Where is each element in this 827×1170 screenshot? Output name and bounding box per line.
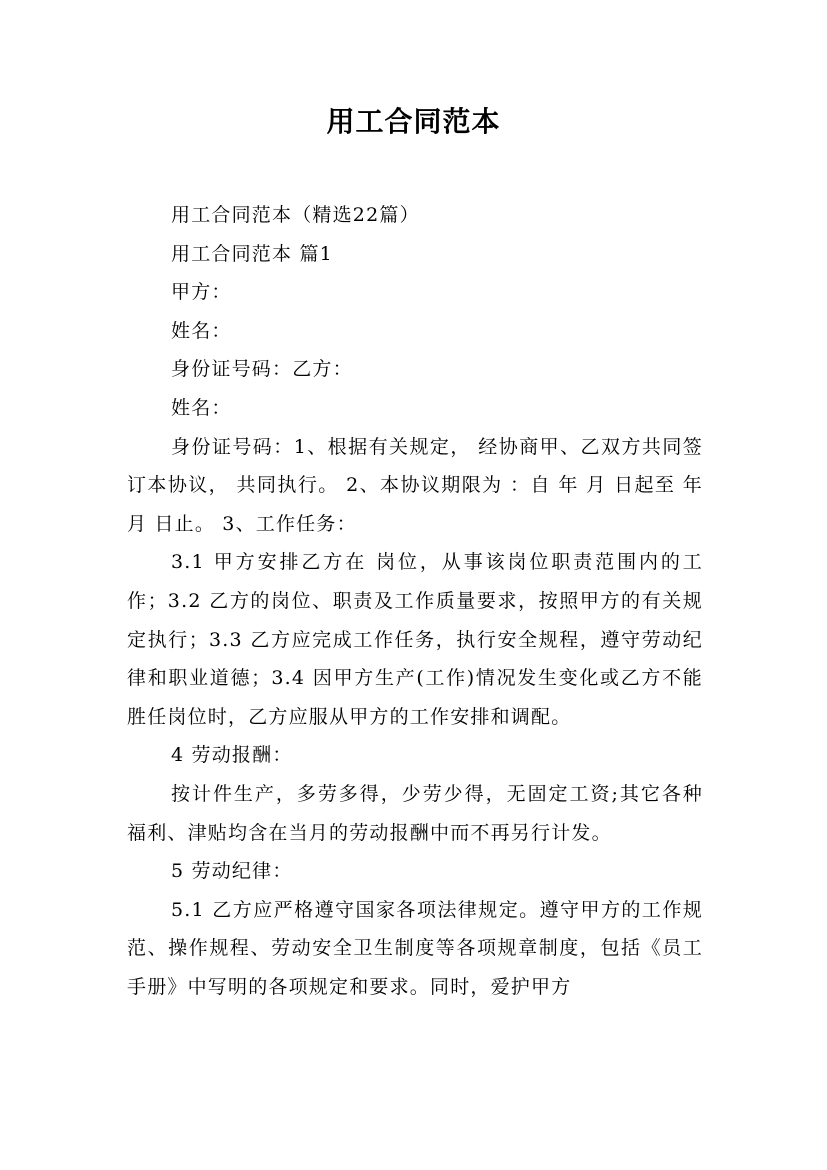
- paragraph-discipline-body: 5.1 乙方应严格遵守国家各项法律规定。遵守甲方的工作规范、操作规程、劳动安全卫生制度等各项规章制度，包括《员工手册》中写明的各项规定和要求。同时，爱护甲方: [127, 898, 703, 998]
- paragraph-agreement-terms: 身份证号码：1、根据有关规定， 经协商甲、乙双方共同签订本协议， 共同执行。 2、本协议期限为 ：自 年 月 日起至 年 月 日止。 3、工作任务：: [127, 435, 703, 535]
- paragraph-name-a: 姓名：: [171, 319, 232, 342]
- paragraph-id-party-b: 身份证号码：乙方：: [171, 358, 353, 381]
- paragraph-section-heading: 用工合同范本 篇1: [171, 242, 333, 265]
- paragraph-discipline-heading: 5 劳动纪律：: [171, 860, 293, 883]
- paragraph-party-a: 甲方：: [171, 281, 232, 304]
- document-body: [127, 196, 703, 1006]
- paragraph-work-tasks: 3.1 甲方安排乙方在 岗位，从事该岗位职责范围内的工作；3.2 乙方的岗位、职责及工作质量要求，按照甲方的有关规定执行；3.3 乙方应完成工作任务，执行安全规程，遵守劳动纪律和职业道德；3.4 因甲方生产(工作)情况发生变化或乙方不能胜任岗位时，乙方应服从甲方的工作安排和调配。: [127, 551, 703, 728]
- paragraph-remuneration-body: 按计件生产，多劳多得，少劳少得，无固定工资;其它各种福利、津贴均含在当月的劳动报酬中而不再另行计发。: [127, 782, 703, 844]
- paragraph-remuneration-heading: 4 劳动报酬：: [171, 744, 293, 767]
- paragraph-name-b: 姓名：: [171, 396, 232, 419]
- paragraph-subtitle: 用工合同范本（精选22篇）: [171, 204, 420, 226]
- document-title: 用工合同范本: [326, 105, 501, 138]
